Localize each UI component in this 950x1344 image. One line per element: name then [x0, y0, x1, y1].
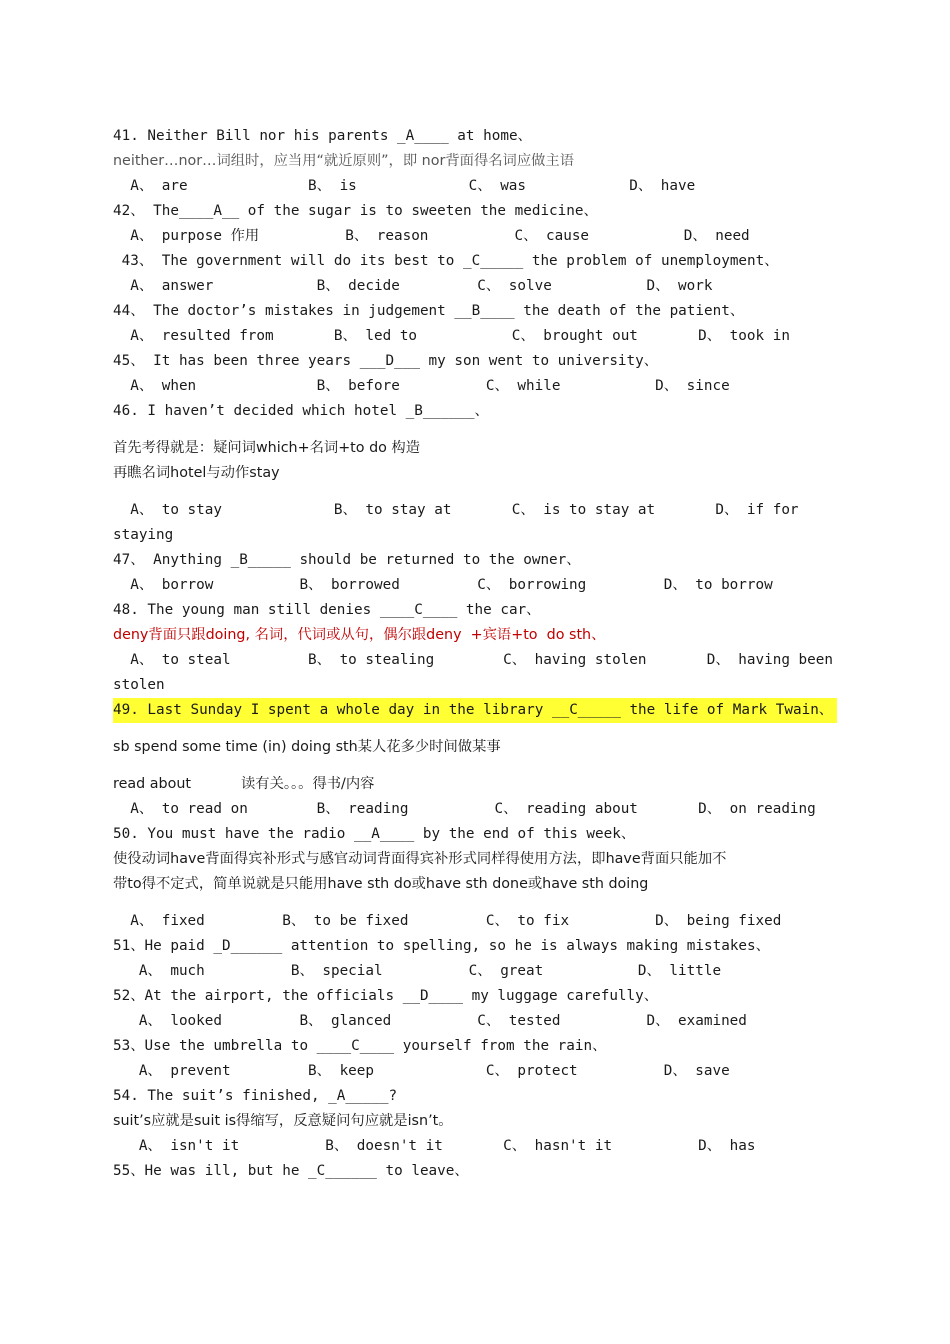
question-49-highlighted: 49. Last Sunday I spent a whole day in the library __C_____ the life of Mark Twain、	[113, 698, 837, 723]
note-46-a: 首先考得就是：疑问词which+名词+to do 构造	[113, 440, 421, 456]
question-48: 48. The young man still denies ____C____ the car、	[113, 602, 541, 618]
spacer	[113, 424, 843, 436]
question-54: 54. The suit’s finished, _A_____?	[113, 1088, 398, 1104]
question-46: 46. I haven’t decided which hotel _B______、	[113, 403, 489, 419]
note-49-a: sb spend some time (in) doing sth某人花多少时间做某事	[113, 739, 501, 755]
spacer	[113, 486, 843, 498]
question-47: 47、 Anything _B_____ should be returned to the owner、	[113, 552, 581, 568]
options-50: A、 fixed B、 to be fixed C、 to fix D、 being fixed	[113, 913, 782, 929]
question-41: 41. Neither Bill nor his parents _A____ at home、	[113, 128, 532, 144]
options-53: A、 prevent B、 keep C、 protect D、 save	[113, 1063, 730, 1079]
note-50-b: 带to得不定式，简单说就是只能用have sth do或have sth done或have sth doing	[113, 876, 649, 892]
question-52: 52、At the airport, the officials __D____ my luggage carefully、	[113, 988, 659, 1004]
question-44: 44、 The doctor’s mistakes in judgement __B____ the death of the patient、	[113, 303, 745, 319]
note-54: suit’s应就是suit is得缩写，反意疑问句应就是isn’t。	[113, 1113, 453, 1129]
options-43: A、 answer B、 decide C、 solve D、 work	[113, 278, 713, 294]
options-52: A、 looked B、 glanced C、 tested D、 examined	[113, 1013, 747, 1029]
document-page	[113, 124, 843, 1184]
spacer	[113, 897, 843, 909]
note-41: neither…nor…词组时，应当用“就近原则”，即 nor背面得名词应做主语	[113, 153, 575, 169]
options-54: A、 isn't it B、 doesn't it C、 hasn't it D、 has	[113, 1138, 756, 1154]
question-55: 55、He was ill, but he _C______ to leave、	[113, 1163, 469, 1179]
spacer	[113, 723, 843, 735]
options-46: A、 to stay B、 to stay at C、 is to stay at D、 if for	[113, 502, 799, 518]
options-42: A、 purpose 作用 B、 reason C、 cause D、 need	[113, 228, 750, 244]
note-48: deny背面只跟doing, 名词，代词或从句，偶尔跟deny +宾语+to do sth、	[113, 627, 606, 643]
note-46-b: 再瞧名词hotel与动作stay	[113, 465, 280, 481]
question-42: 42、 The____A__ of the sugar is to sweeten the medicine、	[113, 203, 598, 219]
options-48: A、 to steal B、 to stealing C、 having stolen D、 having been	[113, 652, 833, 668]
options-51: A、 much B、 special C、 great D、 little	[113, 963, 722, 979]
options-45: A、 when B、 before C、 while D、 since	[113, 378, 730, 394]
note-49-b: read about 读有关。。。得书/内容	[113, 776, 375, 792]
question-43: 43、 The government will do its best to _C_____ the problem of unemployment、	[113, 253, 779, 269]
question-45: 45、 It has been three years ___D___ my son went to university、	[113, 353, 659, 369]
question-53: 53、Use the umbrella to ____C____ yourself from the rain、	[113, 1038, 607, 1054]
question-51: 51、He paid _D______ attention to spelling, so he is always making mistakes、	[113, 938, 770, 954]
note-50-a: 使役动词have背面得宾补形式与感官动词背面得宾补形式同样得使用方法，即have背面只能加不	[113, 851, 727, 867]
options-46-wrap: staying	[113, 527, 174, 543]
options-44: A、 resulted from B、 led to C、 brought out D、 took in	[113, 328, 790, 344]
options-48-wrap: stolen	[113, 677, 165, 693]
options-47: A、 borrow B、 borrowed C、 borrowing D、 to borrow	[113, 577, 773, 593]
spacer	[113, 760, 843, 772]
options-49: A、 to read on B、 reading C、 reading about D、 on reading	[113, 801, 816, 817]
question-50: 50. You must have the radio __A____ by the end of this week、	[113, 826, 636, 842]
options-41: A、 are B、 is C、 was D、 have	[113, 178, 696, 194]
